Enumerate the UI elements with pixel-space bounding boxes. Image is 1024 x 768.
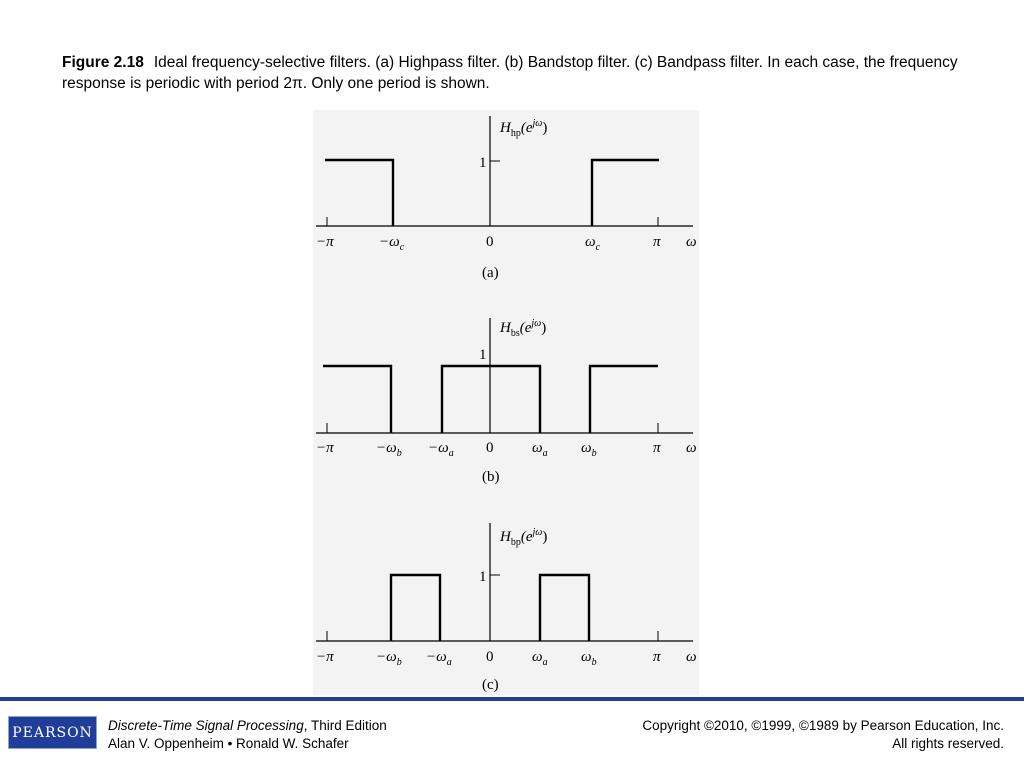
tick-label-wb: $\omega_b$: [581, 440, 597, 459]
y-axis-label: $H_{hp}(e^{j\omega})$: [500, 118, 548, 139]
figure-label: Figure 2.18: [62, 54, 144, 71]
tick-label-zero: 0: [486, 649, 494, 665]
figure-caption: [62, 52, 962, 94]
passband-left: [391, 575, 440, 641]
level-label: 1: [479, 347, 487, 363]
book-authors: Alan V. Oppenheim • Ronald W. Schafer: [108, 736, 349, 751]
passband-right: [592, 160, 659, 226]
rights-text: All rights reserved.: [892, 736, 1004, 751]
tick-label-pi: π: [653, 440, 661, 456]
tick-label-neg-wb: $-\omega_b$: [376, 440, 402, 459]
passband-right: [590, 366, 658, 433]
tick-label-neg-pi: −π: [316, 440, 334, 456]
y-axis-label: $H_{bs}(e^{j\omega})$: [500, 318, 547, 339]
y-axis-label: $H_{bp}(e^{j\omega})$: [500, 527, 548, 548]
caption-text: Ideal frequency-selective filters. (a) Highpass filter. (b) Bandstop filter. (c) Bandpass filter. In each case, the frequency response is periodic with period 2π. Only one period is shown.: [62, 54, 958, 92]
passband-center: [442, 366, 540, 433]
tick-label-neg-pi: −π: [316, 649, 334, 665]
tick-label-wa: $\omega_a$: [532, 440, 548, 459]
tick-label-neg-wa: $-\omega_a$: [426, 649, 452, 668]
tick-label-zero: 0: [486, 234, 494, 250]
footer-divider: [0, 697, 1024, 701]
plot-label: (c): [482, 677, 499, 693]
copyright-block: [642, 717, 1004, 753]
plot-bandpass: [316, 523, 697, 693]
copyright-text: Copyright ©2010, ©1999, ©1989 by Pearson Education, Inc.: [642, 718, 1004, 733]
figure-panel: [313, 110, 699, 695]
book-title: Discrete-Time Signal Processing: [108, 718, 304, 733]
tick-label-omega: ω: [686, 234, 697, 250]
filter-plots: [313, 110, 699, 695]
tick-label-omega: ω: [686, 440, 697, 456]
plot-label: (b): [482, 469, 500, 485]
tick-label-zero: 0: [486, 440, 494, 456]
tick-label-pi: π: [653, 234, 661, 250]
plot-bandstop: [316, 318, 697, 485]
tick-label-neg-pi: −π: [316, 234, 334, 250]
tick-label-wa: $\omega_a$: [532, 649, 548, 668]
book-info: [108, 717, 387, 753]
tick-label-neg-wb: $-\omega_b$: [376, 649, 402, 668]
plot-highpass: [316, 116, 697, 281]
tick-label-wc: $\omega_c$: [585, 234, 601, 253]
level-label: 1: [479, 155, 487, 171]
plot-label: (a): [482, 265, 499, 281]
passband-left: [323, 366, 391, 433]
tick-label-pi: π: [653, 649, 661, 665]
tick-label-wb: $\omega_b$: [581, 649, 597, 668]
level-label: 1: [479, 569, 487, 585]
book-edition: , Third Edition: [303, 718, 387, 733]
tick-label-omega: ω: [686, 649, 697, 665]
tick-label-neg-wa: $-\omega_a$: [428, 440, 454, 459]
book-title-line: [108, 717, 387, 735]
tick-label-neg-wc: $-\omega_c$: [379, 234, 405, 253]
passband-left: [325, 160, 393, 226]
passband-right: [540, 575, 589, 641]
pearson-logo: PEARSON: [8, 716, 97, 749]
